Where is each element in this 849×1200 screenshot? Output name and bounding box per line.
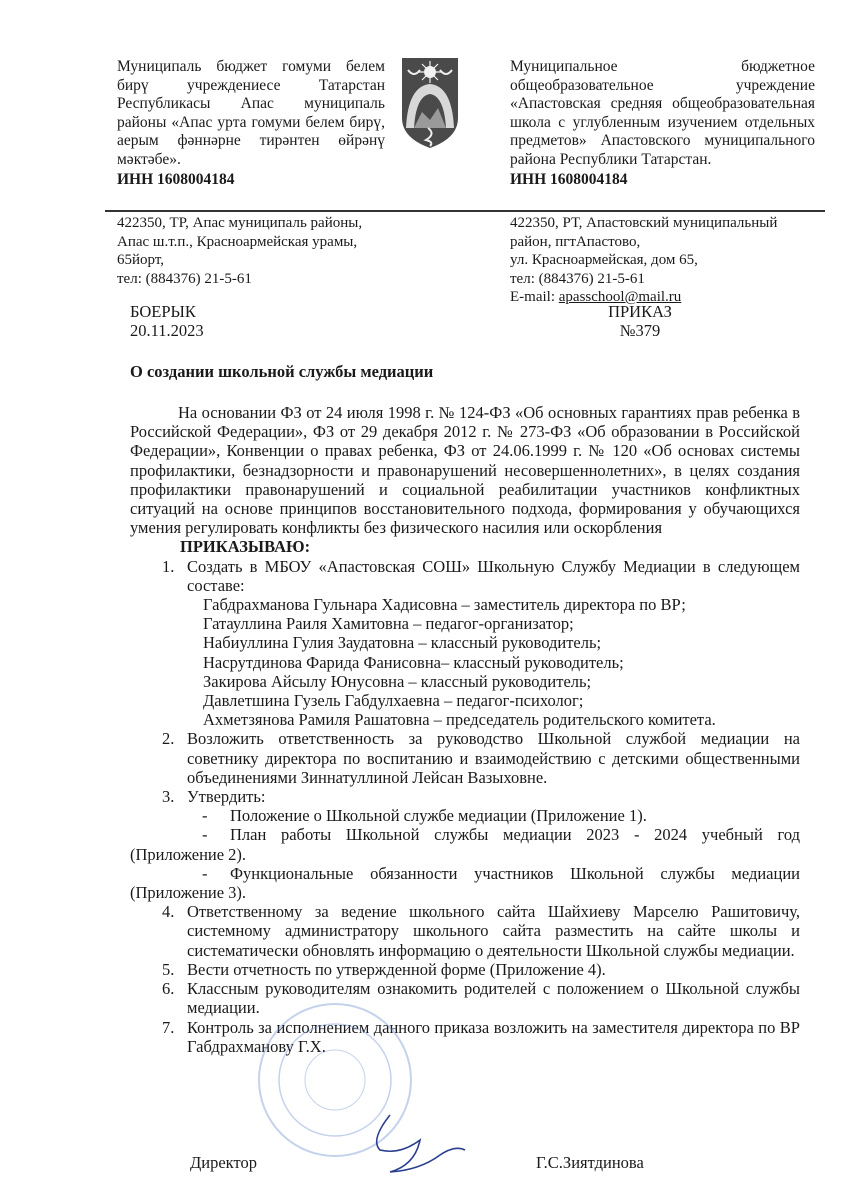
document-title: О создании школьной службы медиации (130, 362, 434, 381)
member: Насрутдинова Фарида Фанисовна– классный руководитель; (203, 652, 624, 672)
org-name-tatar: Муниципаль бюджет гомуми белем бирү учреждениесе Татарстан Республикасы Апас муниципаль районы «Апас урта гомуми белем бирү, аерым фәннәрне тирәнтен өйрәнү мәктәбе». (117, 58, 385, 168)
item-text: Создать в МБОУ «Апастовская СОШ» Школьную Службу Медиации в следующем составе: (187, 556, 800, 595)
address-line: 422350, ТР, Апас муниципаль районы, (117, 215, 363, 231)
address-left (117, 214, 417, 288)
approve-item (130, 864, 800, 902)
order-title: ПРИКАЗ (608, 302, 672, 321)
member: Давлетшина Гузель Габдулхаевна – педагог-психолог; (203, 691, 584, 711)
inn-right: ИНН 1608004184 (510, 171, 628, 188)
member: Ахметзянова Рамиля Рашатовна – председатель родительского комитета. (203, 710, 716, 730)
phone-line: тел: (884376) 21-5-61 (117, 270, 252, 287)
header-right (510, 58, 815, 190)
list-item (130, 729, 800, 787)
member: Набиуллина Гулия Заудатовна – классный руководитель; (203, 633, 602, 653)
item-text: Ответственному за ведение школьного сайта Шайхиеву Марселю Рашитовичу, системному администратору школьного сайта разместить на сайте школы и систематически обновлять информацию о деятельности Школьной службы медиации. (187, 902, 800, 960)
order-date: 20.11.2023 (130, 321, 204, 341)
order-word: ПРИКАЗЫВАЮ: (180, 537, 311, 557)
approve-text: План работы Школьной службы медиации 2023 - 2024 учебный год (Приложение 2). (130, 825, 800, 864)
signature-icon (360, 1110, 470, 1180)
dash-marker: - (202, 825, 208, 845)
member: Гатауллина Раиля Хамитовна – педагог-организатор; (203, 614, 574, 634)
item-text: Утвердить: (187, 787, 266, 807)
member: Габдрахманова Гульнара Хадисовна – заместитель директора по ВР; (203, 595, 686, 615)
item-number: 2. (162, 729, 175, 749)
address-line: 422350, РТ, Апастовский муниципальный (510, 215, 778, 231)
document-body (130, 403, 800, 1056)
order-number: №379 (619, 321, 661, 341)
inn-left: ИНН 1608004184 (117, 171, 235, 188)
list-item (130, 960, 800, 979)
phone-line: тел: (884376) 21-5-61 (510, 270, 645, 287)
address-line: ул. Красноармейская, дом 65, (510, 252, 698, 268)
item-number: 4. (162, 902, 175, 922)
item-text: Вести отчетность по утвержденной форме (Приложение 4). (187, 959, 606, 979)
item-number: 5. (162, 959, 175, 979)
item-text: Возложить ответственность за руководство Школьной службой медиации на советнику директора по воспитанию и взаимодействию с детскими общественными объединениями Зиннатуллиной Лейсан Вазыховне. (187, 729, 800, 787)
address-line: 65йорт, (117, 252, 165, 268)
preamble: На основании ФЗ от 24 июля 1998 г. № 124-ФЗ «Об основных гарантиях прав ребенка в Российской Федерации», ФЗ от 29 декабря 2012 г. № 273-ФЗ «Об образовании в Российской Федерации», Конвенции о правах ребенка, ФЗ от 24.06.1999 г. № 120 «Об основах системы профилактики, безнадзорности и правонарушений несовершеннолетних», в целях создания профилактики правонарушений и социальной реабилитации участников конфликтных ситуаций на основе принципов восстановительного подхода, формирования у обучающихся умения регулировать конфликты без физического насилия или оскорбления (130, 403, 800, 538)
list-item (130, 979, 800, 1017)
order-items-cont (130, 902, 800, 1056)
header-divider (105, 210, 825, 212)
address-line: район, пгтАпастово, (510, 233, 641, 250)
order-items (130, 557, 800, 807)
approve-item (130, 806, 800, 825)
org-name-russian: Муниципальное бюджетное общеобразовательное учреждение «Апастовская средняя общеобразовательная школа с углубленным изучением отдельных предметов» Апастовского муниципального района Республики Татарстан. (510, 58, 815, 168)
list-item (130, 902, 800, 960)
list-item (130, 787, 800, 806)
member: Закирова Айсылу Юнусовна – классный руководитель; (203, 671, 592, 691)
dash-marker: - (202, 863, 208, 883)
order-title-tatar: БОЕРЫК (130, 302, 196, 321)
item-number: 3. (162, 787, 175, 807)
order-right (590, 302, 690, 340)
item-text: Классным руководителям ознакомить родителей с положением о Школьной службы медиации. (187, 979, 800, 1018)
email-link[interactable]: apasschool@mail.ru (558, 289, 682, 305)
list-item (130, 557, 800, 730)
email-label: E-mail: (510, 289, 559, 305)
coat-of-arms-icon (400, 56, 460, 150)
item-number: 1. (162, 556, 175, 576)
header-left (117, 58, 385, 190)
address-right (510, 214, 820, 307)
item-text: Контроль за исполнением данного приказа возложить на заместителя директора по ВР Габдрахманову Г.Х. (187, 1017, 800, 1056)
signature-name: Г.С.Зиятдинова (536, 1153, 644, 1172)
item-number: 6. (162, 979, 175, 999)
approve-item (130, 825, 800, 863)
approve-text: Функциональные обязанности участников Школьной службы медиации (Приложение 3). (130, 863, 800, 903)
approve-text: Положение о Школьной службе медиации (Приложение 1). (230, 806, 647, 826)
members-list (187, 595, 800, 729)
item-number: 7. (162, 1017, 175, 1037)
address-line: Апас ш.т.п., Красноармейская урамы, (117, 233, 358, 250)
order-left (130, 302, 204, 340)
list-item (130, 1018, 800, 1056)
dash-marker: - (202, 806, 208, 826)
signature-position: Директор (190, 1153, 257, 1172)
